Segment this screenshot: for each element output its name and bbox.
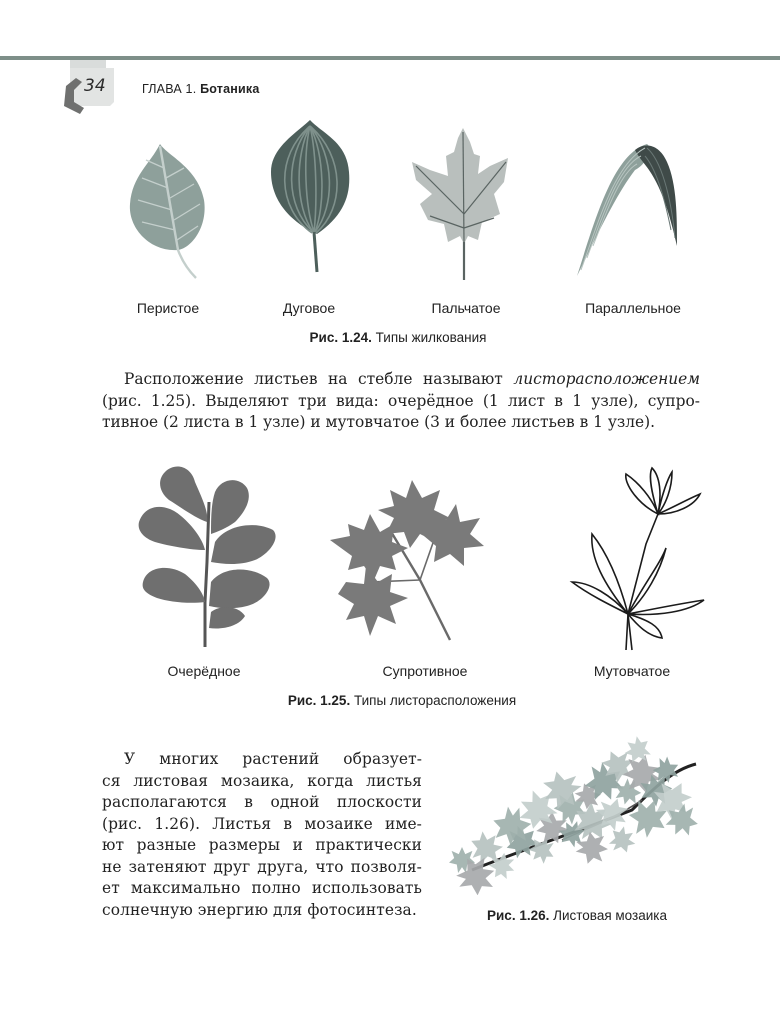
text-line: располагаются в одной плоскости [102, 793, 422, 811]
body-paragraph [102, 749, 422, 921]
venation-label: Перистое [136, 300, 200, 316]
venation-label: Дуговое [282, 300, 336, 316]
text-line: ют разные размеры и практически [102, 836, 422, 854]
chapter-heading [142, 82, 260, 96]
pinnate-venation-leaf-icon [120, 138, 220, 283]
text-line: не затеняют друг друга, что позволя- [102, 857, 422, 876]
venation-label: Параллельное [585, 300, 681, 316]
arrangement-label: Очерёдное [167, 663, 241, 679]
text-run: Расположение листьев на стебле называют [124, 370, 514, 388]
body-paragraph [102, 369, 700, 434]
figure-number: Рис. 1.25. [287, 693, 351, 708]
mosaic-leaf [604, 822, 640, 858]
text-line: ет максимально полно использовать [102, 879, 422, 897]
figure-caption [310, 330, 487, 345]
figure-caption [288, 693, 516, 708]
figure-title: Типы жилкования [375, 330, 487, 345]
alternate-arrangement-branch-icon [135, 462, 283, 652]
whorled-arrangement-branch-icon [568, 464, 708, 654]
chapter-prefix: ГЛАВА 1. [142, 82, 197, 96]
chapter-title: Ботаника [200, 82, 260, 96]
arrangement-label: Мутовчатое [593, 663, 671, 679]
text-line: ся листовая мозаика, когда листья [102, 771, 422, 790]
opposite-arrangement-branch-icon [330, 470, 490, 652]
figure-title: Листовая мозаика [553, 908, 667, 923]
text-line: тивное (2 листа в 1 узле) и мутовчатое (3 и более листьев в 1 узле). [102, 413, 656, 431]
page-number: 34 [84, 76, 106, 96]
leaf-mosaic-branch-icon [442, 730, 702, 895]
arcuate-venation-leaf-icon [265, 116, 355, 276]
text-line: (рис. 1.26). Листья в мозаике име- [102, 814, 422, 833]
venation-label: Пальчатое [431, 300, 501, 316]
figure-number: Рис. 1.24. [309, 330, 372, 345]
text-line [102, 369, 700, 391]
text-line: (рис. 1.25). Выделяют три вида: очерёдное (1 лист в 1 узле), супро- [102, 391, 700, 410]
text-line: У многих растений образует- [124, 750, 422, 768]
figure-number: Рис. 1.26. [487, 908, 550, 923]
arrangement-label: Супротивное [382, 663, 468, 679]
term-italic: листорасположением [513, 370, 700, 388]
figure-caption [487, 908, 667, 923]
palmate-venation-leaf-icon [408, 124, 518, 282]
parallel-venation-leaf-icon [575, 140, 685, 280]
mosaic-leaf [575, 831, 609, 865]
text-line: солнечную энергию для фотосинтеза. [102, 900, 417, 919]
figure-title: Типы листорасположения [353, 693, 517, 708]
